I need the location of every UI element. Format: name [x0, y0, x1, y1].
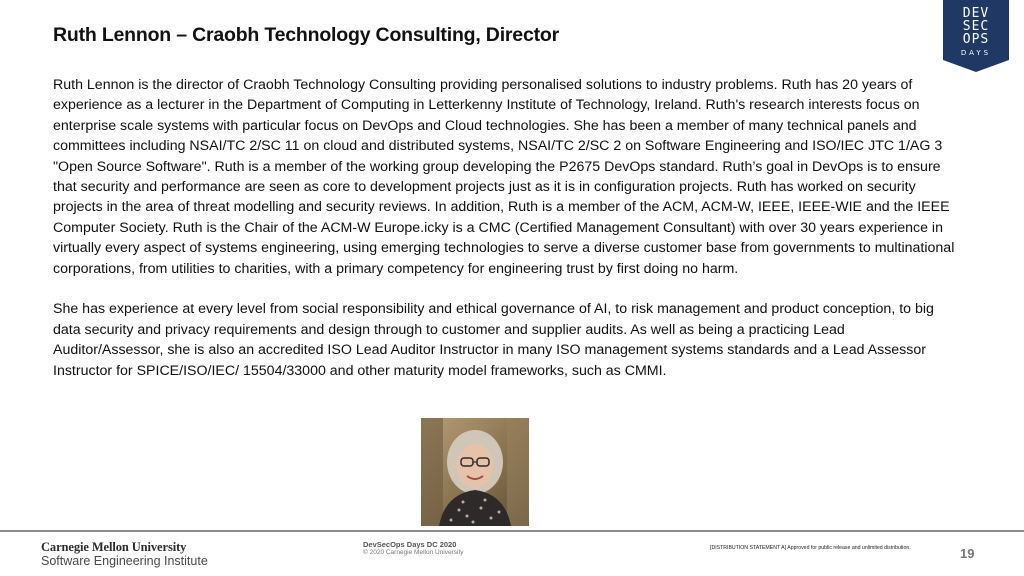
devsecops-days-logo: [943, 0, 1009, 72]
slide-title: Ruth Lennon – Craobh Technology Consulting, Director: [53, 24, 559, 46]
distribution-statement: [DISTRIBUTION STATEMENT A] Approved for public release and unlimited distribution.: [710, 545, 911, 551]
biography-paragraph-2: She has experience at every level from social responsibility and ethical governance of AI, to risk management and product conception, to big data security and privacy requirements and design through to customer and supplier audits. As well as being a practicing Lead Auditor/Assessor, she is also an accredited ISO Lead Auditor Instructor in many ISO management systems standards and a Lead Assessor Instructor for SPICE/ISO/IEC/ 15504/33000 and other maturity model frameworks, such as CMMI.: [53, 301, 934, 379]
footer-divider: [0, 530, 1024, 532]
biography-text: [53, 75, 958, 401]
page-number: 19: [960, 546, 975, 561]
cmu-logo-text: Carnegie Mellon University: [41, 540, 187, 554]
copyright-text: © 2020 Carnegie Mellon University: [363, 549, 464, 556]
event-name: DevSecOps Days DC 2020: [363, 540, 457, 549]
speaker-photo: [421, 418, 529, 526]
logo-line-sec: SEC: [962, 19, 990, 34]
sei-logo-text: Software Engineering Institute: [41, 554, 208, 568]
logo-line-days: DAYS: [960, 49, 992, 57]
biography-paragraph-1: Ruth Lennon is the director of Craobh Technology Consulting providing personalised solutions to industry problems. Ruth has 20 years of experience as a lecturer in the Department of Computing in Letterkenny Institute of Technology, Ireland. Ruth's research interests focus on enterprise scale systems with particular focus on DevOps and Cloud technologies. She has been a member of many technical panels and committees including NSAI/TC 2/SC 11 on cloud and distributed systems, NSAI/TC 2/SC 2 on Software Engineering and ISO/IEC JTC 1/AG 3 "Open Source Software". Ruth is a member of the working group developing the P2675 DevOps standard. Ruth’s goal in DevOps is to ensure that security and performance are seen as core to development projects just as it is in configuration projects. Ruth has worked on security projects in the area of threat modelling and security reviews. In addition, Ruth is a member of the ACM, ACM-W, IEEE, IEEE-WIE and the IEEE Computer Society. Ruth is the Chair of the ACM-W Europe.icky is a CMC (Certified Management Consultant) with over 30 years experience in virtually every aspect of systems engineering, using emerging technologies to serve a diverse customer base from governments to multinational corporations, from utilities to charities, with a primary competency for engineering trust by first doing no harm.: [53, 77, 955, 277]
logo-line-dev: DEV: [962, 6, 990, 21]
logo-line-ops: OPS: [962, 32, 990, 47]
person-portrait-icon: [421, 418, 529, 526]
